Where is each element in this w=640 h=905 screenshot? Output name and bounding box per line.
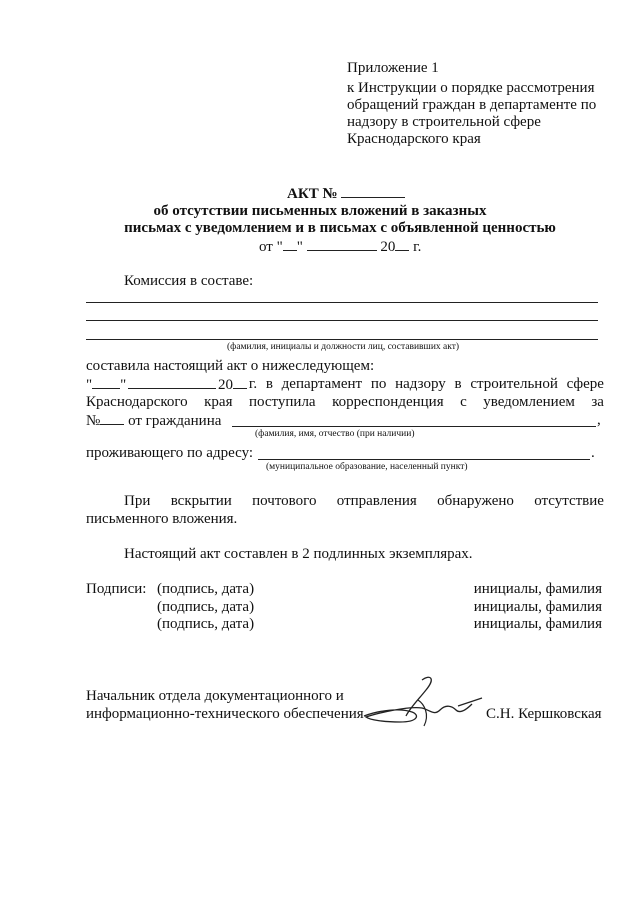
- date-year-text: 20: [380, 239, 396, 255]
- commission-line-1: [86, 302, 598, 303]
- address-label: проживающего по адресу:: [86, 445, 254, 461]
- commission-caption: (фамилия, инициалы и должности лиц, составивших акт): [227, 342, 460, 352]
- para1-word: вскрытии: [170, 493, 232, 509]
- para1-word: При: [124, 493, 151, 509]
- appendix-line-3: надзору в строительной сфере: [347, 114, 541, 130]
- citizen-name-caption: (фамилия, имя, отчество (при наличии): [255, 429, 415, 439]
- appendix-line-1: к Инструкции о порядке рассмотрения: [347, 80, 595, 96]
- compiled-text: составила настоящий акт о нижеследующем:: [86, 358, 375, 374]
- row2-word: с: [460, 394, 467, 410]
- footer-signer: С.Н. Кершковская: [486, 706, 602, 722]
- commission-line-3: [86, 339, 598, 340]
- row3-number-sign: №: [86, 413, 101, 429]
- date-from-text: от: [259, 239, 273, 255]
- row1-quote-open: ": [86, 377, 93, 393]
- footer-position-2: информационно-технического обеспечения: [86, 706, 364, 722]
- date-g-text: г.: [413, 239, 422, 255]
- paragraph-2: Настоящий акт составлен в 2 подлинных экземплярах.: [124, 546, 473, 562]
- date-quote-close: ": [296, 239, 303, 255]
- address-caption: (муниципальное образование, населенный пункт): [266, 462, 468, 472]
- act-number-blank: [341, 183, 405, 198]
- row2-word: края: [204, 394, 233, 410]
- row2-word: за: [591, 394, 604, 410]
- row1-quote-close: ": [120, 377, 127, 393]
- para1-word: обнаружено: [437, 493, 514, 509]
- appendix-line-2: обращений граждан в департаменте по: [347, 97, 597, 113]
- row2-word: корреспонденция: [332, 394, 444, 410]
- act-date-row: [259, 236, 421, 257]
- row1-year-blank: [233, 374, 247, 389]
- act-subtitle-2: письмах с уведомлением и в письмах с объявленной ценностью: [124, 220, 556, 236]
- footer-position-1: Начальник отдела документационного и: [86, 688, 344, 704]
- act-no-text: АКТ №: [287, 186, 338, 202]
- citizen-name-line: [232, 426, 596, 427]
- paragraph-1-line-1: [124, 491, 604, 511]
- row1-month-blank: [128, 374, 216, 389]
- signature-name-3: инициалы, фамилия: [473, 616, 602, 632]
- row3-comma: ,: [597, 412, 601, 428]
- act-subtitle-1: об отсутствии письменных вложений в заказных: [153, 203, 487, 219]
- appendix-title: Приложение 1: [347, 60, 439, 76]
- commission-line-2: [86, 320, 598, 321]
- appendix-line-4: Краснодарского края: [347, 131, 481, 147]
- address-line: [258, 459, 590, 460]
- date-quote-open: ": [276, 239, 283, 255]
- signature-name-1: инициалы, фамилия: [473, 581, 602, 597]
- row3-number-blank: [100, 410, 124, 425]
- body-row-3: [86, 410, 221, 431]
- row2-word: уведомлением: [483, 394, 575, 410]
- address-period: .: [591, 445, 595, 461]
- date-year-blank: [395, 236, 409, 251]
- date-month-blank: [307, 236, 377, 251]
- row1-year-text: 20: [218, 377, 233, 393]
- commission-label: Комиссия в составе:: [124, 273, 254, 289]
- signatures-label: Подписи:: [86, 581, 147, 597]
- row1-day-blank: [92, 374, 120, 389]
- date-day-blank: [283, 236, 297, 251]
- row2-word: Краснодарского: [86, 394, 188, 410]
- body-row-2: [86, 392, 604, 412]
- signature-sign-2: (подпись, дата): [157, 599, 255, 615]
- signature-sign-3: (подпись, дата): [157, 616, 255, 632]
- paragraph-1-line-2: письменного вложения.: [86, 511, 238, 527]
- para1-word: отсутствие: [534, 493, 604, 509]
- signature-sign-1: (подпись, дата): [157, 581, 255, 597]
- signature-name-2: инициалы, фамилия: [473, 599, 602, 615]
- row3-text: от гражданина: [128, 413, 222, 429]
- handwritten-signature-icon: [360, 670, 490, 730]
- para1-word: отправления: [336, 493, 417, 509]
- para1-word: почтового: [252, 493, 317, 509]
- row2-word: поступила: [248, 394, 316, 410]
- row1-text: г. в департамент по надзору в строительной сфере: [248, 376, 604, 392]
